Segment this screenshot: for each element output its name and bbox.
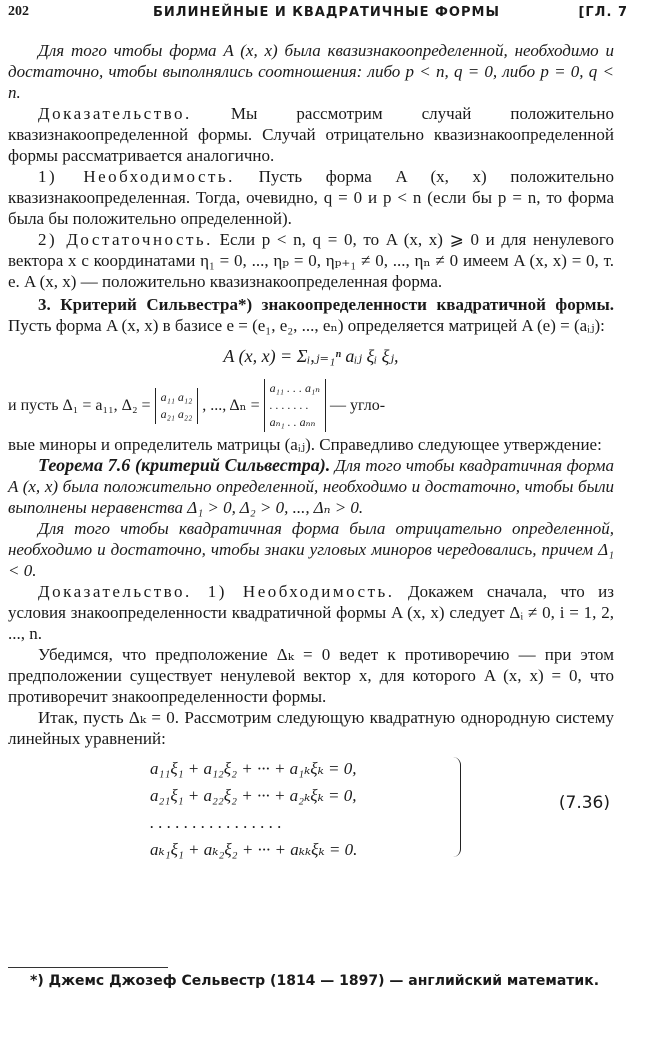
necessity-paragraph bbox=[8, 166, 614, 229]
theorem-text: Для того чтобы квадратичная форма A (x, x) была положительно определенной, необходимо и достаточно, чтобы были выполнены неравенства Δ₁ > 0, Δ₂ > 0, ..., Δₙ > 0. bbox=[8, 456, 614, 517]
sufficiency-label: 2) Достаточность. bbox=[38, 230, 213, 249]
system-equation: a₂₁ξ₁ + a₂₂ξ₂ + ··· + a₂ₖξₖ = 0, bbox=[150, 786, 357, 805]
minors-suffix: — угло- bbox=[330, 397, 386, 414]
running-title: БИЛИНЕЙНЫЕ И КВАДРАТИЧНЫЕ ФОРМЫ bbox=[153, 5, 500, 20]
theorem-proof-paragraph bbox=[8, 581, 614, 644]
detn-row: aₙ₁ . . aₙₙ bbox=[269, 415, 316, 429]
chapter-label: [ГЛ. 7 bbox=[578, 5, 628, 20]
footnote-rule bbox=[8, 967, 168, 968]
det2-row: a₂₁ a₂₂ bbox=[160, 406, 193, 421]
section-heading: 3. Критерий Сильвестра*) знакоопределенности квадратичной формы. bbox=[38, 295, 614, 314]
sufficiency-paragraph bbox=[8, 229, 614, 292]
right-brace bbox=[450, 757, 461, 857]
theorem-paragraph bbox=[8, 455, 614, 518]
quadratic-form-formula: A (x, x) = Σᵢ,ⱼ₌₁ⁿ aᵢⱼ ξᵢ ξⱼ, bbox=[223, 346, 399, 366]
necessity-label: 1) Необходимость. bbox=[38, 167, 235, 186]
sufficiency-text: Если p < n, q = 0, то A (x, x) ⩾ 0 и для ненулевого вектора x с координатами η₁ = 0, ..., ηₚ = 0, ηₚ₊₁ ≠ 0, ..., ηₙ ≠ 0 имеем A (x, x) = 0, т. е. A (x, x) — положительно квазизнакоопределенная форма. bbox=[8, 230, 614, 291]
linear-system bbox=[8, 755, 614, 863]
system-equation: . . . . . . . . . . . . . . . . bbox=[150, 813, 282, 832]
section-paragraph bbox=[8, 294, 614, 336]
section-text: Пусть форма A (x, x) в базисе e = (e₁, e₂, ..., eₙ) определяется матрицей A (e) = (aᵢⱼ): bbox=[8, 316, 605, 335]
theorem-proof-label: Доказательство. 1) Необходимость. bbox=[38, 582, 395, 601]
proof-paragraph bbox=[8, 103, 614, 166]
theorem-second-part: Для того чтобы квадратичная форма была отрицательно определенной, необходимо и достаточно, чтобы знаки угловых миноров чередовались, причем Δ₁ < 0. bbox=[8, 519, 614, 580]
det2-row: a₁₁ a₁₂ bbox=[160, 389, 193, 404]
lemma-statement: Для того чтобы форма A (x, x) была квазизнакоопределенной, необходимо и достаточно, чтобы выполнялись соотношения: либо p < n, q = 0, либо p = 0, q < n. bbox=[8, 41, 614, 102]
determinant-2x2 bbox=[155, 388, 199, 424]
proof-label: Доказательство. bbox=[38, 104, 192, 123]
minors-definition bbox=[8, 379, 614, 432]
footnote: *) Джемс Джозеф Сельвестр (1814 — 1897) — английский математик. bbox=[30, 973, 600, 989]
minors-middle: , ..., Δₙ = bbox=[202, 397, 260, 414]
system-intro-paragraph: Итак, пусть Δₖ = 0. Рассмотрим следующую квадратную однородную систему линейных уравнений: bbox=[8, 708, 614, 748]
equation-number: (7.36) bbox=[558, 793, 610, 813]
system-equations bbox=[150, 755, 357, 863]
page-number: 202 bbox=[8, 4, 29, 19]
system-equation: a₁₁ξ₁ + a₁₂ξ₂ + ··· + a₁ₖξₖ = 0, bbox=[150, 759, 357, 778]
proof-text: Мы рассмотрим случай положительно квазизнакоопределенной формы. Случай отрицательно квазизнакоопределенной формы рассматривается аналогично. bbox=[8, 104, 614, 165]
theorem-proof-text: Докажем сначала, что из условия знакоопределенности квадратичной формы A (x, x) следует Δᵢ ≠ 0, i = 1, 2, ..., n. bbox=[8, 582, 614, 643]
detn-row: . . . . . . . bbox=[269, 398, 309, 412]
contradiction-paragraph: Убедимся, что предположение Δₖ = 0 ведет к противоречию — при этом предположении существует ненулевой вектор x, для которого A (x, x) = 0, что противоречит знакоопределенности формы. bbox=[8, 645, 614, 706]
minors-prefix: и пусть Δ₁ = a₁₁, Δ₂ = bbox=[8, 397, 151, 414]
determinant-nxn bbox=[264, 379, 326, 432]
page-body bbox=[8, 40, 614, 873]
detn-row: a₁₁ . . . a₁ₙ bbox=[269, 381, 320, 395]
theorem-title: Теорема 7.6 (критерий Сильвестра). bbox=[38, 455, 331, 475]
minors-continuation: вые миноры и определитель матрицы (aᵢⱼ). Справедливо следующее утверждение: bbox=[8, 435, 602, 454]
running-header bbox=[8, 4, 628, 26]
necessity-text: Пусть форма A (x, x) положительно квазизнакоопределенная. Тогда, очевидно, q = 0 и p < n (если бы p = n, то форма была бы положительно определенной). bbox=[8, 167, 614, 228]
system-equation: aₖ₁ξ₁ + aₖ₂ξ₂ + ··· + aₖₖξₖ = 0. bbox=[150, 840, 358, 859]
